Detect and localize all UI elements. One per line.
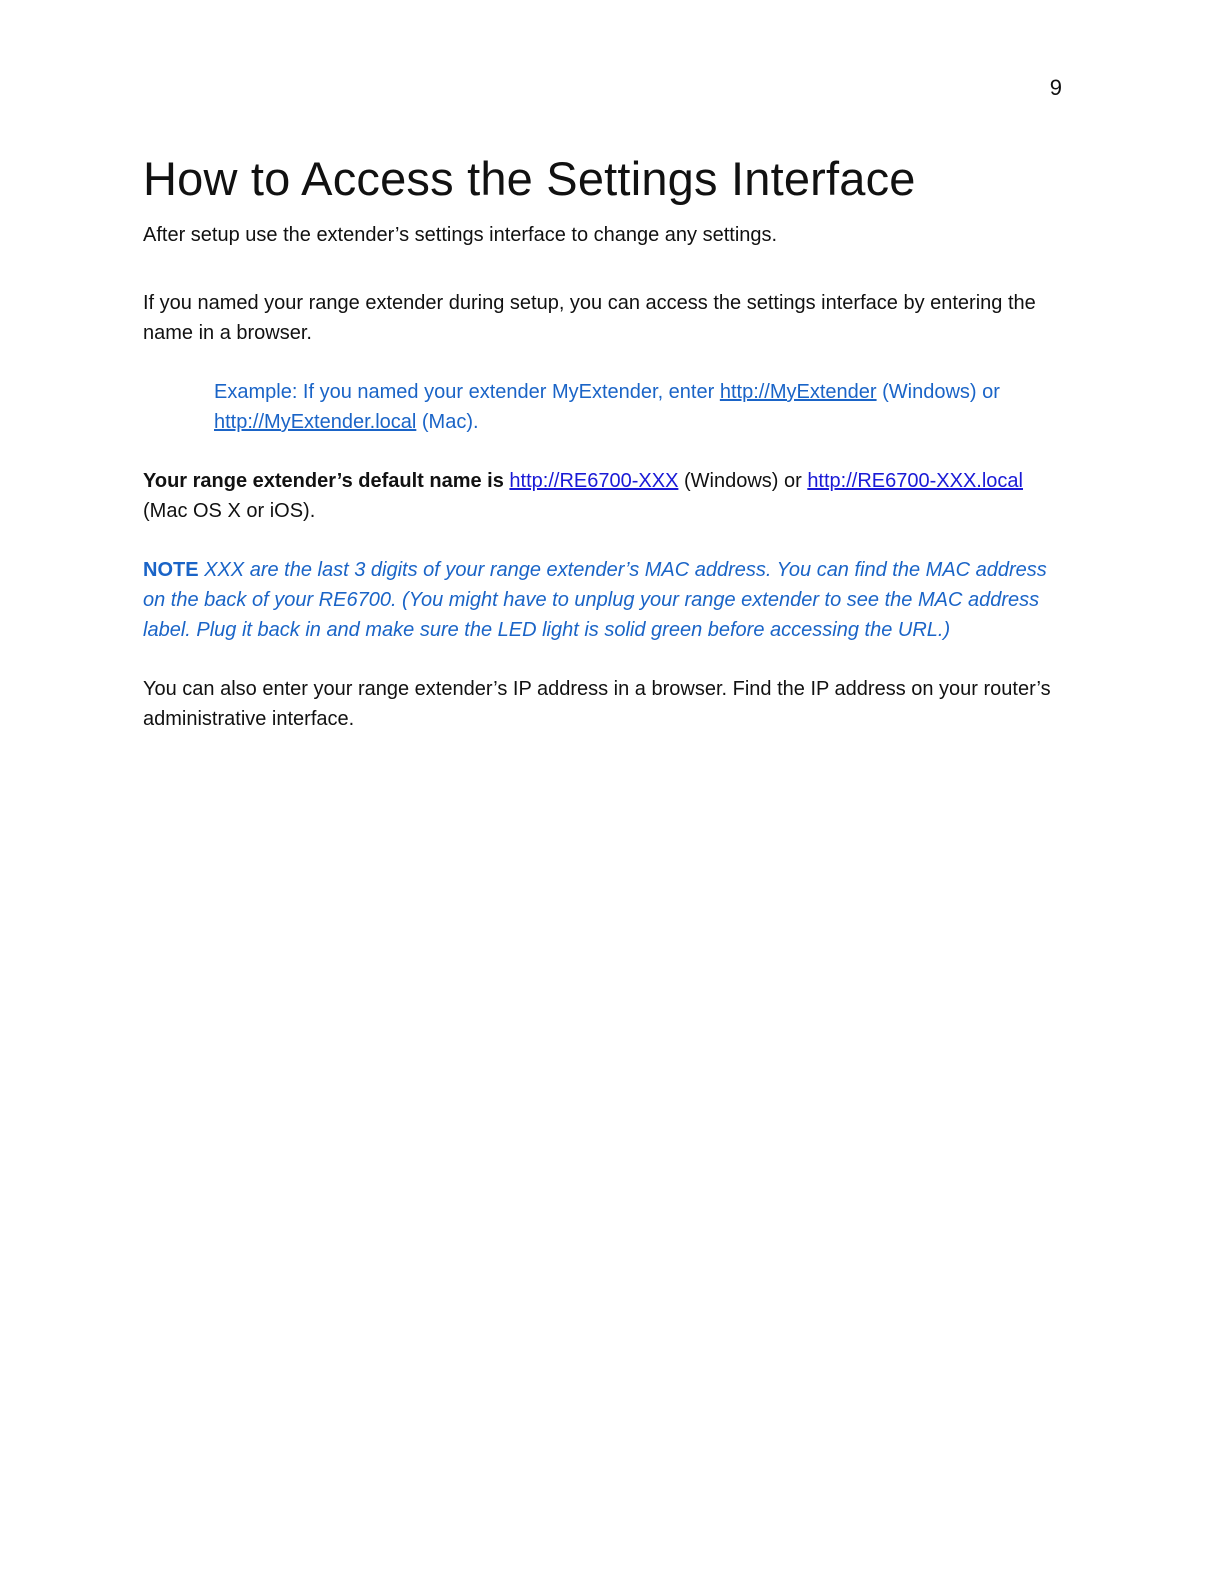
document-body <box>143 148 1063 734</box>
ip-address-paragraph: You can also enter your range extender’s IP address in a browser. Find the IP address on your router’s administrative interface. <box>143 678 1051 730</box>
example-suffix: (Mac). <box>416 411 479 433</box>
note-paragraph <box>143 555 1063 645</box>
default-name-suffix: (Mac OS X or iOS). <box>143 500 316 522</box>
example-middle: (Windows) or <box>876 381 1000 403</box>
default-name-label: Your range extender’s default name is <box>143 470 504 492</box>
example-prefix: Example: If you named your extender MyExtender, enter <box>214 381 720 403</box>
re6700-windows-link[interactable]: http://RE6700-XXX <box>509 470 679 492</box>
re6700-mac-link[interactable]: http://RE6700-XXX.local <box>807 470 1023 492</box>
myextender-windows-link[interactable]: http://MyExtender <box>719 381 877 403</box>
myextender-mac-link[interactable]: http://MyExtender.local <box>214 411 417 433</box>
note-label: NOTE <box>143 559 199 581</box>
page-title: How to Access the Settings Interface <box>143 152 916 205</box>
page-number: 9 <box>1049 75 1062 100</box>
default-name-paragraph <box>143 466 1063 526</box>
default-name-middle: (Windows) or <box>678 470 808 492</box>
named-extender-paragraph: If you named your range extender during setup, you can access the settings interface by entering the name in a browser. <box>143 292 1036 344</box>
intro-text: After setup use the extender’s settings interface to change any settings. <box>143 224 778 246</box>
example-paragraph <box>214 377 1063 437</box>
note-text: XXX are the last 3 digits of your range extender’s MAC address. You can find the MAC address on the back of your RE6700. (You might have to unplug your range extender to see the MAC address label. Plug it back in and make sure the LED light is solid green before accessing the URL.) <box>143 559 1047 641</box>
